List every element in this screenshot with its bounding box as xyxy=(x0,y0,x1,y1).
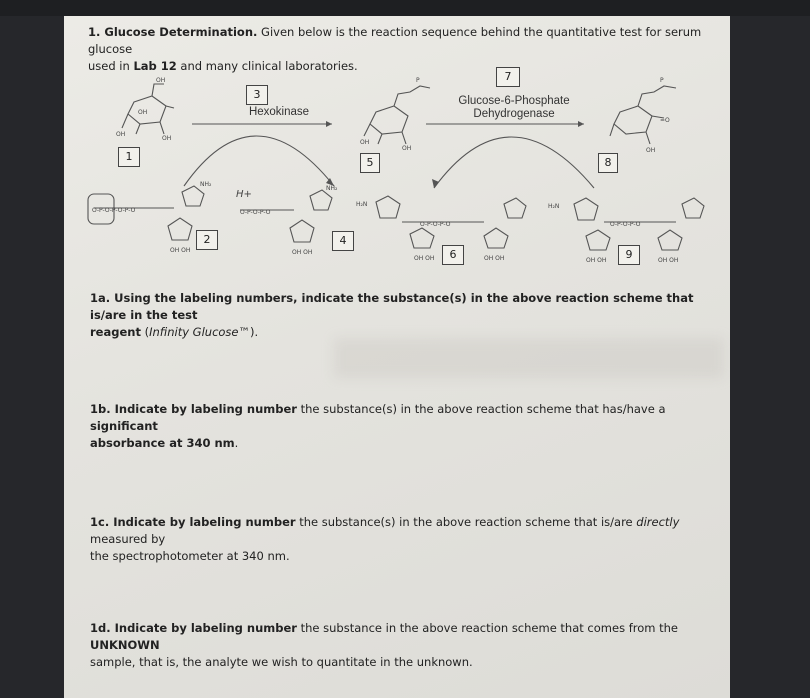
enzyme-g6pd-line1: Glucose-6-Phosphate xyxy=(458,95,570,107)
atp-structure xyxy=(88,181,212,254)
intro-line2-pre: used in xyxy=(88,59,134,73)
svg-text:OH OH: OH OH xyxy=(586,257,607,264)
svg-text:NH₂: NH₂ xyxy=(200,181,212,188)
q1b-by: by labeling number xyxy=(171,402,297,416)
intro-lab: Lab 12 xyxy=(133,59,177,73)
q1a-test: test xyxy=(171,308,198,322)
svg-text:NH₂: NH₂ xyxy=(326,185,338,192)
label-box-4: 4 xyxy=(332,231,354,251)
svg-text:OH OH: OH OH xyxy=(484,255,505,262)
q1b-sig: significant xyxy=(90,419,158,433)
svg-text:OH OH: OH OH xyxy=(414,255,435,262)
svg-text:P: P xyxy=(660,77,664,84)
q1d-line2: sample, that is, the analyte we wish to quantitate in the unknown. xyxy=(90,655,473,669)
q1a-reagent: reagent xyxy=(90,325,141,339)
svg-text:O-P-O-P-O-P-O: O-P-O-P-O-P-O xyxy=(92,207,136,214)
enzyme-hexokinase: Hexokinase xyxy=(248,106,310,118)
svg-text:H₂N: H₂N xyxy=(356,201,368,208)
glucose-structure xyxy=(116,77,174,142)
q1c-meas: measured by xyxy=(90,532,166,546)
svg-text:OH OH: OH OH xyxy=(170,247,191,254)
label-box-6: 6 xyxy=(442,245,464,265)
q1a-product: Infinity Glucose™ xyxy=(149,325,250,339)
q1b-mid: the substance(s) in the above reaction scheme that has/have a xyxy=(296,402,666,416)
smudge xyxy=(334,338,724,378)
svg-text:OH: OH xyxy=(116,131,126,138)
svg-text:OH: OH xyxy=(138,109,148,116)
label-box-3: 3 xyxy=(246,85,268,105)
svg-text:OH: OH xyxy=(156,77,166,84)
nadp-structure xyxy=(356,196,526,262)
label-box-8: 8 xyxy=(598,153,618,173)
q1a-head: 1a. Using the labeling numbers xyxy=(90,291,294,305)
label-box-7: 7 xyxy=(496,67,520,87)
label-box-9: 9 xyxy=(618,245,640,265)
intro-line2-post: and many clinical laboratories. xyxy=(176,59,358,73)
question-title: 1. Glucose Determination. xyxy=(88,25,258,39)
q1a-mid: , indicate the substance(s) in the above reaction scheme that is/are in the xyxy=(90,291,694,322)
reaction-scheme xyxy=(64,16,730,276)
q1a-paren-close: ). xyxy=(250,325,259,339)
q1d-unknown: UNKNOWN xyxy=(90,638,160,652)
phosphogluconolactone-structure xyxy=(610,77,676,154)
enzyme-g6pd xyxy=(444,95,584,121)
q1c-mid: the substance(s) in the above reaction scheme that is/are xyxy=(295,515,637,529)
svg-text:OH: OH xyxy=(360,139,370,146)
svg-text:H₂N: H₂N xyxy=(548,203,560,210)
handwritten-h-plus: H+ xyxy=(236,189,252,200)
label-box-5: 5 xyxy=(360,153,380,173)
glucose-6-phosphate-structure xyxy=(360,77,430,152)
q1d-mid: the substance in the above reaction scheme that comes from the xyxy=(296,621,679,635)
adp-structure xyxy=(240,185,338,256)
svg-text:P: P xyxy=(416,77,420,84)
q1c-head: 1c. Indicate by labeling number xyxy=(90,515,296,529)
question-1c xyxy=(90,514,710,565)
label-box-2: 2 xyxy=(196,230,218,250)
svg-text:OH: OH xyxy=(162,135,172,142)
intro-line1: Given below is the reaction sequence behind the quantitative test for serum glucose xyxy=(88,25,702,56)
worksheet-page xyxy=(64,16,730,698)
question-1b xyxy=(90,401,710,452)
svg-text:=O: =O xyxy=(660,117,670,124)
enzyme-g6pd-line2: Dehydrogenase xyxy=(473,108,555,120)
question-1d xyxy=(90,620,710,671)
q1c-line2: the spectrophotometer at 340 nm. xyxy=(90,549,290,563)
svg-text:O-P-O-P-O: O-P-O-P-O xyxy=(420,221,451,228)
svg-text:OH OH: OH OH xyxy=(292,249,313,256)
q1b-abs: absorbance at 340 nm xyxy=(90,436,235,450)
svg-text:OH: OH xyxy=(646,147,656,154)
svg-text:OH OH: OH OH xyxy=(658,257,679,264)
q1b-head: 1b. Indicate xyxy=(90,402,172,416)
label-box-1: 1 xyxy=(118,147,140,167)
q1b-end: . xyxy=(234,436,239,450)
q1d-head: 1d. Indicate by labeling number xyxy=(90,621,297,635)
svg-text:O-P-O-P-O: O-P-O-P-O xyxy=(240,209,271,216)
top-bar xyxy=(0,0,810,16)
svg-text:O-P-O-P-O: O-P-O-P-O xyxy=(610,221,641,228)
question-1a xyxy=(90,290,710,341)
q1a-paren-open: ( xyxy=(140,325,150,339)
q1c-directly: directly xyxy=(636,515,680,529)
svg-text:OH: OH xyxy=(402,145,412,152)
